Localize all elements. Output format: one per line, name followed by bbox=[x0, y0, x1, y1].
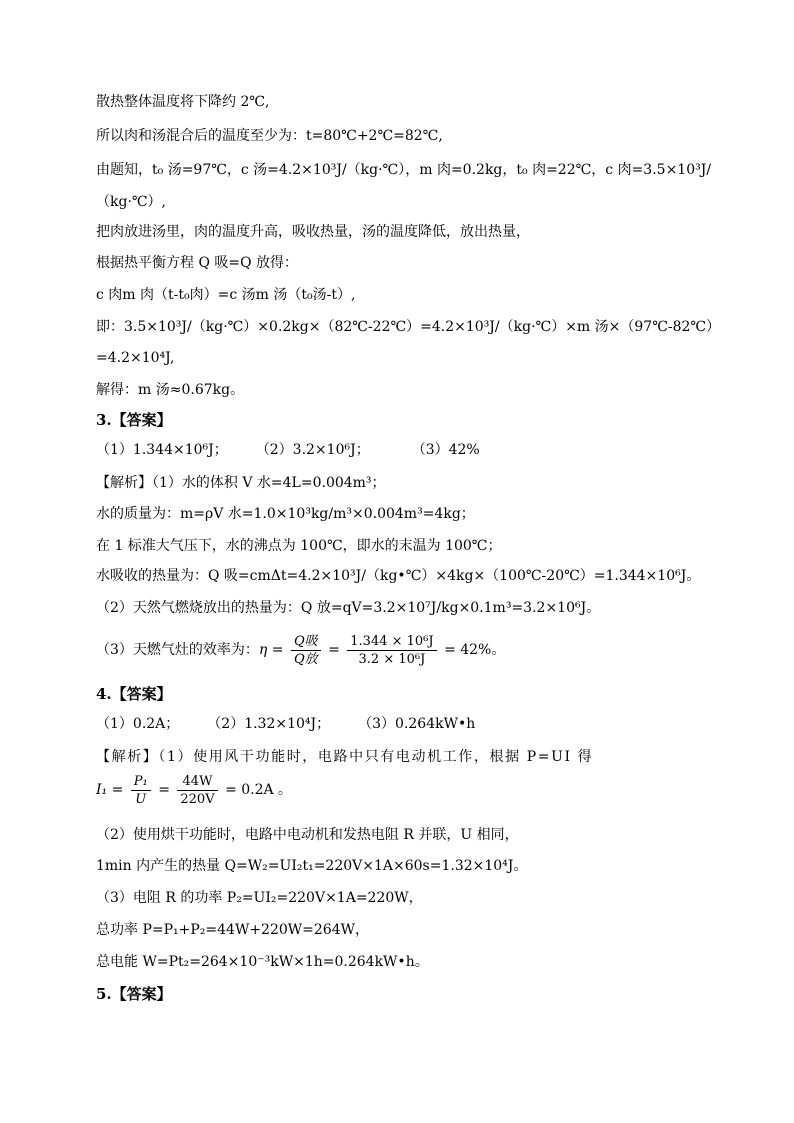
question-heading: 3.【答案】 bbox=[96, 411, 172, 429]
current-formula bbox=[96, 772, 292, 808]
fraction bbox=[291, 633, 321, 668]
formula-text: = 0.2A 。 bbox=[225, 782, 293, 798]
answer-line: （1）0.2A； （2）1.32×10⁴J； （3）0.264kW•h bbox=[96, 716, 476, 732]
fraction bbox=[177, 773, 217, 808]
analysis-line: 在 1 标准大气压下，水的沸点为 100℃，即水的末温为 100℃； bbox=[96, 538, 502, 554]
text-line: 解得：m 汤≈0.67kg。 bbox=[96, 382, 245, 398]
analysis-line: 【解析】（1）水的体积 V 水=4L=0.004m³； bbox=[96, 475, 386, 491]
analysis-line: （2）天然气燃烧放出的热量为：Q 放=qV=3.2×10⁷J/kg×0.1m³=3.2×10⁶J。 bbox=[96, 600, 601, 616]
fraction-numerator: P₁ bbox=[131, 773, 151, 791]
text-line: 把肉放进汤里，肉的温度升高，吸收热量，汤的温度降低，放出热量， bbox=[96, 224, 530, 240]
analysis-line: 总功率 P=P₁+P₂=44W+220W=264W， bbox=[96, 922, 370, 938]
analysis-line: 总电能 W=Pt₂=264×10⁻³kW×1h=0.264kW•h。 bbox=[96, 954, 429, 970]
fraction-numerator: Q吸 bbox=[291, 633, 321, 651]
fraction-denominator: 3.2 × 10⁶J bbox=[358, 651, 426, 667]
fraction-denominator: U bbox=[135, 791, 147, 807]
text-line: 散热整体温度将下降约 2℃, bbox=[96, 94, 270, 110]
text-line: 根据热平衡方程 Q 吸=Q 放得： bbox=[96, 255, 299, 271]
analysis-line: 【解析】（1）使用风干功能时，电路中只有电动机工作，根据 P=UI 得 bbox=[96, 749, 594, 765]
fraction-numerator: 44W bbox=[177, 773, 217, 791]
text-line: =4.2×10⁴J, bbox=[96, 350, 175, 366]
analysis-line: （3）电阻 R 的功率 P₂=UI₂=220V×1A=220W， bbox=[96, 890, 423, 906]
fraction-numerator: 1.344 × 10⁶J bbox=[347, 633, 436, 651]
answer-line: （1）1.344×10⁶J； （2）3.2×10⁶J； （3）42% bbox=[96, 442, 480, 458]
question-heading: 4.【答案】 bbox=[96, 685, 172, 703]
fraction-denominator: 220V bbox=[180, 791, 215, 807]
text-line: c 肉m 肉（t-t₀肉）=c 汤m 汤（t₀汤-t）, bbox=[96, 287, 356, 303]
fraction bbox=[131, 773, 151, 808]
formula-text: = 42%。 bbox=[444, 642, 506, 658]
analysis-line: 水吸收的热量为：Q 吸=cmΔt=4.2×10³J/（kg•℃）×4kg×（100℃-20℃）=1.344×10⁶J。 bbox=[96, 568, 701, 584]
question-heading: 5.【答案】 bbox=[96, 985, 172, 1003]
text-line: 所以肉和汤混合后的温度至少为：t=80℃+2℃=82℃, bbox=[96, 128, 443, 144]
text-line: （kg·℃）, bbox=[96, 194, 167, 210]
analysis-line: （2）使用烘干功能时，电路中电动机和发热电阻 R 并联，U 相同， bbox=[96, 827, 519, 843]
analysis-line: 1min 内产生的热量 Q=W₂=UI₂t₁=220V×1A×60s=1.32×10⁴J。 bbox=[96, 858, 528, 874]
formula-text: = bbox=[328, 642, 340, 658]
efficiency-formula bbox=[96, 632, 505, 668]
formula-text: I₁ = bbox=[96, 782, 124, 798]
fraction-denominator: Q放 bbox=[293, 651, 318, 667]
formula-text: （3）天燃气灶的效率为： bbox=[96, 642, 259, 658]
formula-text: η = bbox=[258, 642, 284, 658]
text-line: 由题知，t₀ 汤=97℃，c 汤=4.2×10³J/（kg·℃），m 肉=0.2kg，t₀ 肉=22℃，c 肉=3.5×10³J/ bbox=[96, 162, 712, 178]
analysis-line: 水的质量为：m=ρV 水=1.0×10³kg/m³×0.004m³=4kg； bbox=[96, 506, 475, 522]
formula-text: = bbox=[158, 782, 170, 798]
text-line: 即：3.5×10³J/（kg·℃）×0.2kg×（82℃-22℃）=4.2×10³J/（kg·℃）×m 汤×（97℃-82℃） bbox=[96, 319, 721, 335]
fraction bbox=[347, 633, 436, 668]
